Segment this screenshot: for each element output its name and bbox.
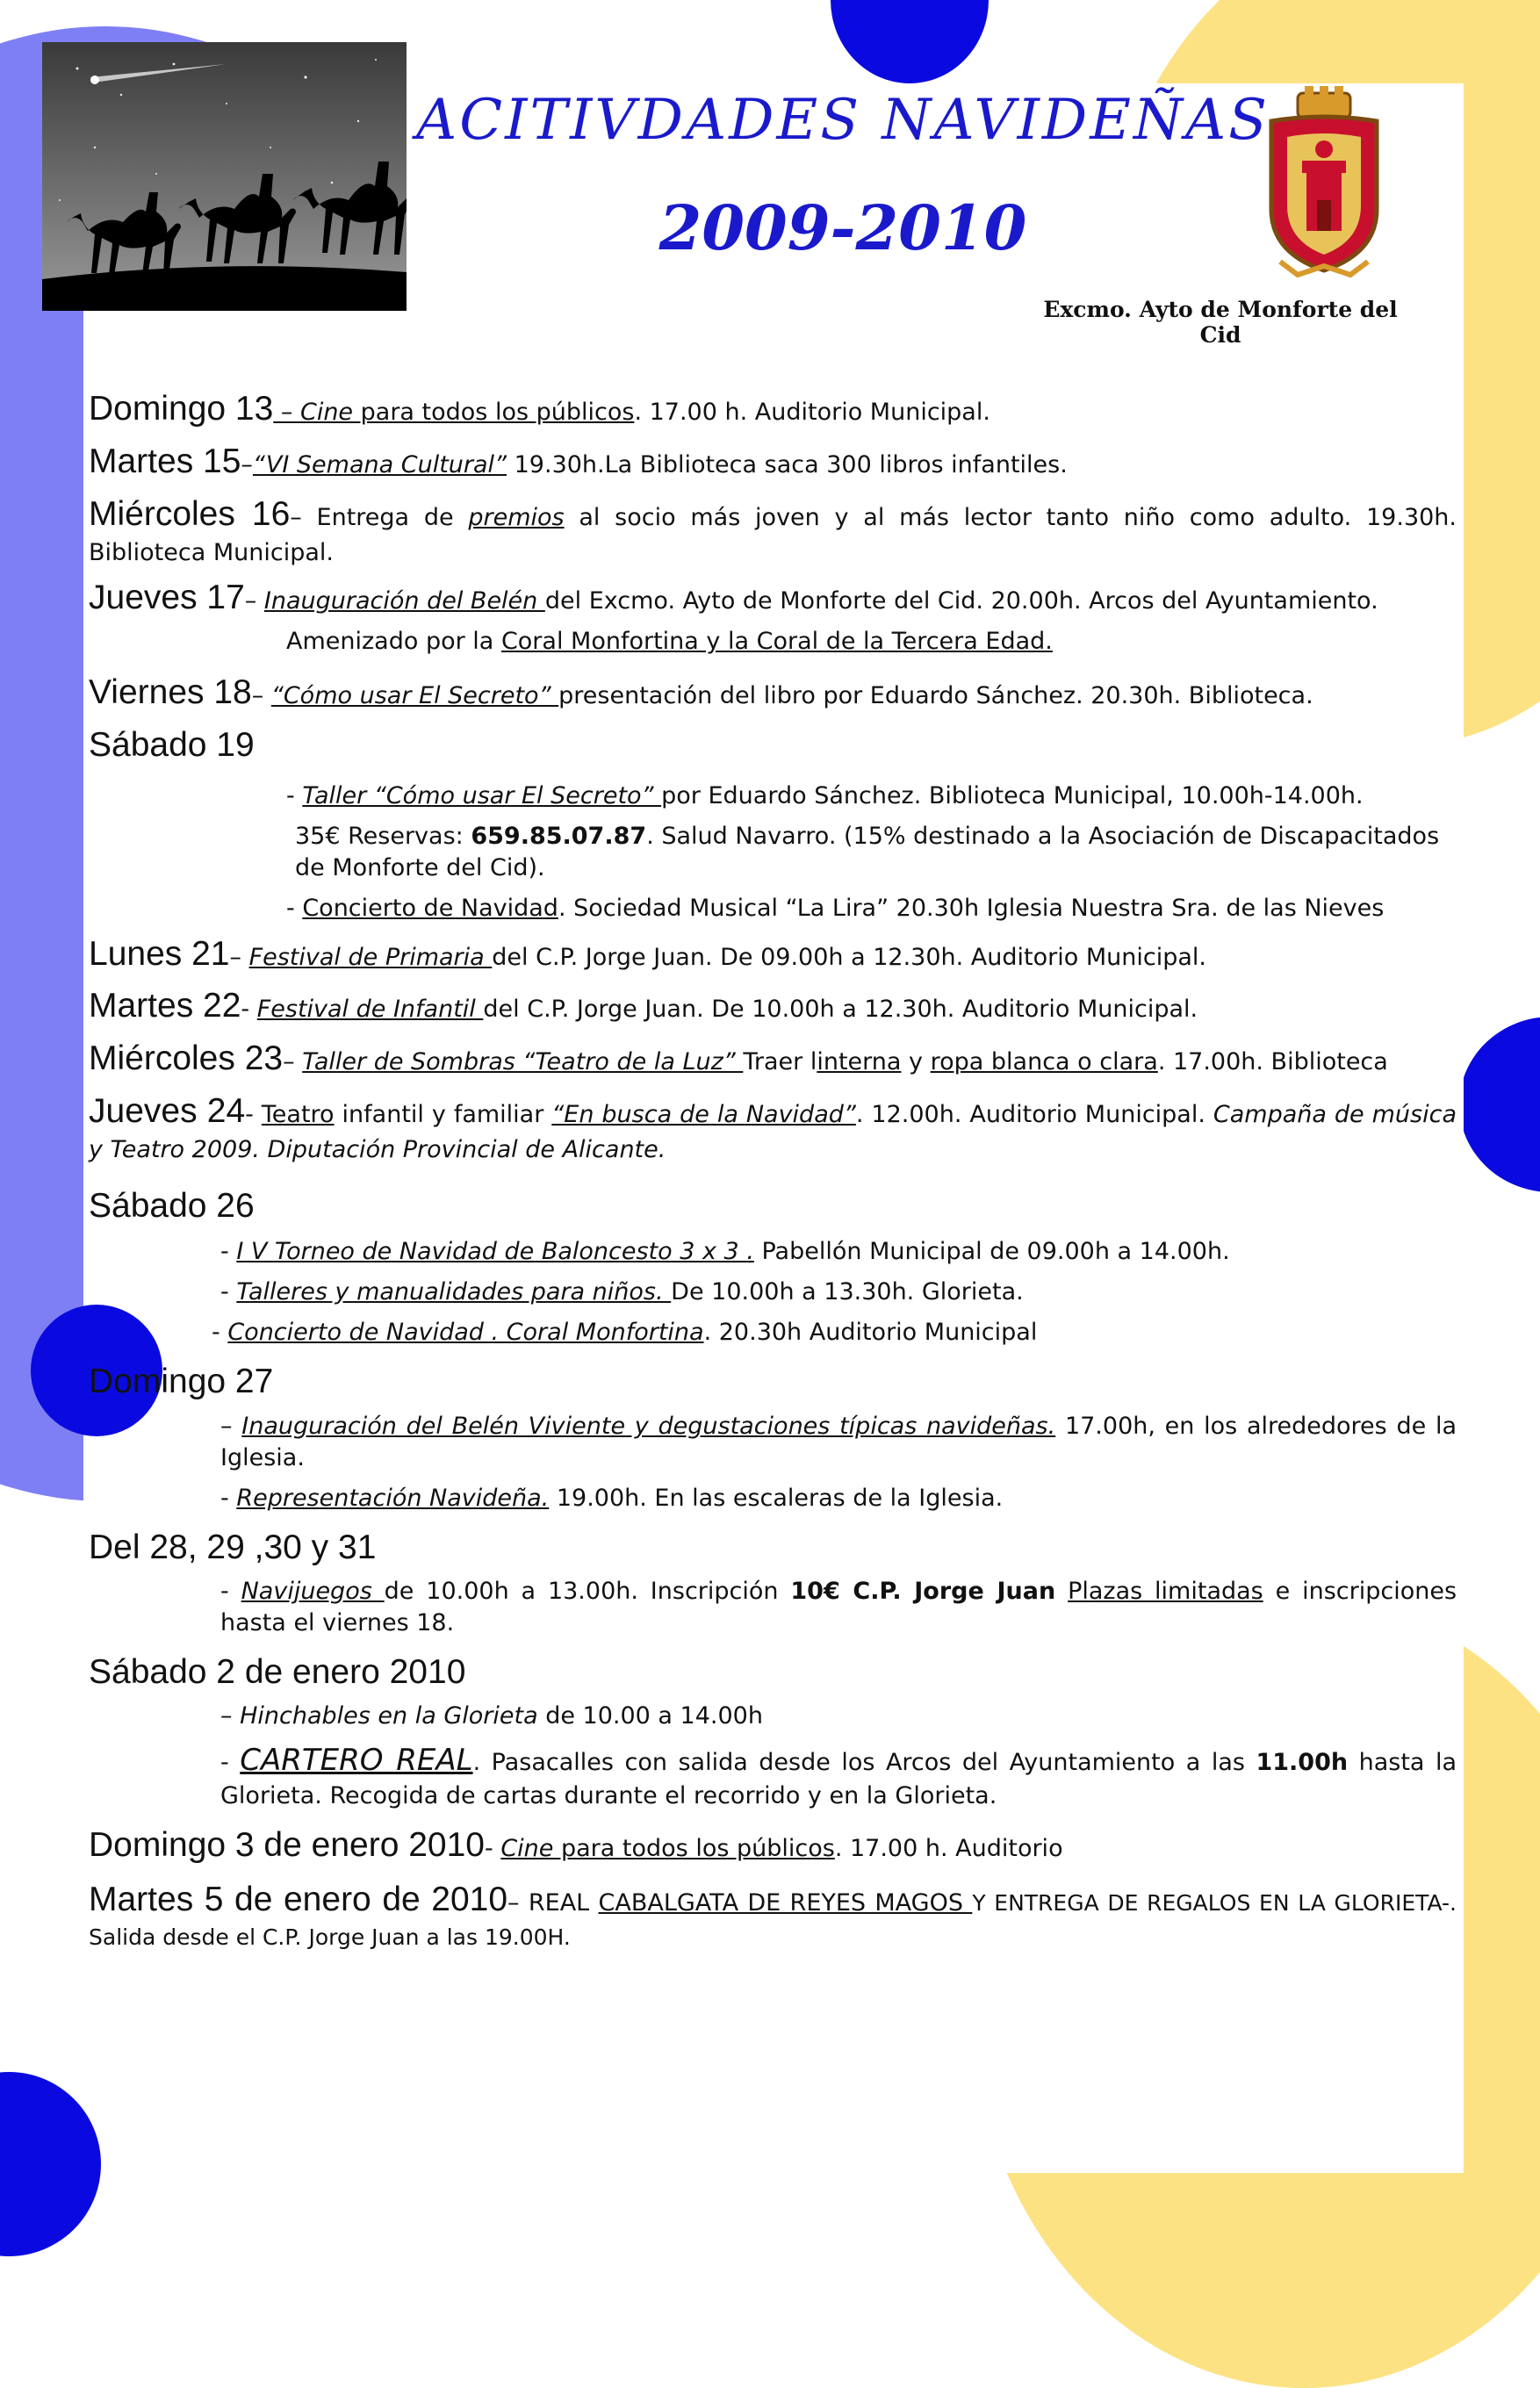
event-sabado-19-item [89,893,1457,924]
event-link-linterna[interactable]: interna [817,1048,902,1076]
event-details: – REAL [507,1888,599,1917]
decorative-blue-circle [831,0,989,83]
event-martes-5-enero [89,1877,1457,1954]
event-details: . 12.00h. Auditorio Municipal. [855,1101,1213,1129]
event-details: Traer l [743,1048,817,1076]
event-bullet: – [220,1701,241,1730]
three-kings-camels-silhouette-icon [42,42,407,311]
event-bullet: - [220,1485,237,1513]
event-link-torneo[interactable]: I V Torneo de Navidad de Baloncesto 3 x 3 . [236,1237,754,1265]
event-day: Miércoles 23 [89,1039,284,1078]
event-day: Viernes 18 [89,673,252,712]
event-jueves-17 [89,575,1457,621]
event-bullet: - [220,1748,241,1776]
event-details [1055,1578,1068,1605]
event-link-coral[interactable]: Coral Monfortina y la Coral de la Tercera Edad. [500,628,1053,656]
event-link-talleres[interactable]: Talleres y manualidades para niños. [236,1277,672,1305]
event-link-navijuegos[interactable]: Navijuegos [241,1577,385,1605]
event-details: al socio más joven y al más lector tanto niño como adulto. 19.30h. Biblioteca Municipal. [89,503,1457,566]
event-details: infantil y familiar [334,1101,552,1129]
event-sabado-26-item [89,1277,1457,1308]
event-details: de 10.00h a 13.00h. Inscripción [384,1577,791,1605]
event-bullet: - [286,894,303,922]
event-link-cartero-real[interactable]: CARTERO REAL [240,1742,473,1778]
event-sabado-26-item [89,1317,1457,1349]
event-details: por Eduardo Sánchez. Biblioteca Municipal, 10.00h-14.00h. [661,781,1364,809]
event-link-concierto[interactable]: Concierto de Navidad [302,894,558,922]
event-del-28-31 [89,1525,1457,1571]
event-day: Domingo 13 [89,390,274,428]
author-organization: Excmo. Ayto de Monforte del Cid [1043,297,1398,348]
page-subtitle-years: 2009-2010 [658,191,1027,264]
event-link-cine[interactable]: – Cine [273,399,354,426]
event-details: – Entrega de [290,503,469,531]
event-link-cabalgata[interactable]: CABALGATA DE REYES MAGOS [598,1888,973,1917]
event-details: 35€ Reservas: [295,822,471,850]
event-details: presentación del libro por Eduardo Sánchez. 20.30h. Biblioteca. [558,682,1313,710]
event-link-festival-primaria[interactable]: Festival de Primaria [248,943,493,971]
event-separator: – [241,450,253,478]
event-link-publicos[interactable]: para todos los públicos [353,399,635,426]
event-link-ropa[interactable]: ropa blanca o clara [930,1048,1158,1076]
event-sabado-19-item [89,821,1457,884]
event-separator: - [241,996,257,1024]
event-day: Martes 22 [89,987,241,1025]
event-miercoles-16 [89,492,1457,569]
event-link-semana-cultural[interactable]: “VI Semana Cultural” [252,450,507,478]
event-domingo-27-item [89,1483,1457,1514]
event-day: Jueves 24 [89,1092,246,1131]
event-viernes-18 [89,670,1457,716]
event-martes-22 [89,983,1457,1029]
event-details: De 10.00h a 13.30h. Glorieta. [671,1277,1024,1305]
event-separator: - [245,1101,262,1129]
event-separator: – [251,682,271,710]
event-bullet: - [220,1277,237,1305]
event-details: del C.P. Jorge Juan. De 10.00h a 12.30h. Auditorio Municipal. [483,996,1198,1024]
event-day: Domingo 27 [89,1362,274,1400]
event-price: 10€ C.P. Jorge Juan [790,1577,1056,1605]
event-separator: – [244,587,264,615]
event-details: . 17.00 h. Auditorio [834,1834,1063,1862]
event-sabado-2-enero-item [89,1741,1457,1812]
event-martes-15 [89,439,1457,485]
event-domingo-13 [89,386,1457,432]
event-details: . Salud Navarro. (15% destinado a la Asociación de Discapacitados de Monforte del Cid). [295,822,1440,881]
event-sabado-26-item [89,1236,1457,1268]
event-link-el-secreto[interactable]: “Cómo usar El Secreto” [270,682,559,710]
event-link-busca-navidad[interactable]: “En busca de la Navidad” [551,1101,856,1129]
event-jueves-24 [89,1089,1457,1166]
event-time: 11.00h [1256,1748,1349,1776]
event-bullet: - [220,1237,237,1265]
event-link-taller-sombras[interactable]: Taller de Sombras “Teatro de la Luz” [302,1048,744,1076]
event-separator: – [229,943,249,971]
event-details: . Pasacalles con salida desde los Arcos del Ayuntamiento a las [472,1748,1256,1776]
event-link-plazas[interactable]: Plazas limitadas [1068,1577,1263,1605]
event-lunes-21 [89,931,1457,977]
event-day: Martes 15 [89,442,241,480]
event-day: Domingo 3 de enero 2010 [89,1825,485,1864]
event-link-belen[interactable]: Inauguración del Belén [263,587,545,615]
event-del-28-31-item [89,1576,1457,1639]
event-day: Sábado 26 [89,1186,255,1225]
event-details: 19.00h. En las escaleras de la Iglesia. [549,1485,1004,1513]
event-link-taller-secreto[interactable]: Taller “Cómo usar El Secreto” [302,781,662,809]
event-link-festival-infantil[interactable]: Festival de Infantil [256,996,484,1024]
event-day: Sábado 2 de enero 2010 [89,1652,466,1691]
event-link-cine-enero[interactable]: Cine [500,1834,554,1862]
event-day: Martes 5 de enero de 2010 [89,1880,508,1918]
event-separator: – [283,1048,303,1076]
event-details: 19.30h.La Biblioteca saca 300 libros infantiles. [507,450,1068,478]
event-sabado-2-enero-item [89,1701,1457,1732]
decorative-blue-circle [1459,1017,1540,1192]
event-day: Miércoles 16 [89,494,291,533]
event-details: . 17.00h. Biblioteca [1157,1048,1388,1076]
event-details: Amenizado por la [286,628,501,656]
event-details: Pabellón Municipal de 09.00h a 14.00h. [753,1237,1230,1265]
event-details: . 17.00 h. Auditorio Municipal. [634,399,990,426]
event-details: Hinchables en la Glorieta [240,1701,538,1730]
event-bullet: – [220,1413,242,1441]
event-details: y [901,1048,931,1076]
event-link-representacion[interactable]: Representación Navideña. [236,1485,550,1513]
event-bullet: - [286,781,303,809]
event-day: Lunes 21 [89,934,230,973]
events-list [89,386,1457,1953]
event-details: 17.00h, en los alrededores de la Iglesia. [220,1413,1457,1472]
event-bullet: - [212,1318,228,1346]
event-sabado-2-enero [89,1650,1457,1695]
event-link-teatro[interactable]: Teatro [261,1101,335,1129]
event-details: hasta la Glorieta. Recogida de cartas durante el recorrido y en la Glorieta. [220,1748,1457,1809]
event-link-premios[interactable]: premios [468,503,565,531]
event-details: Y ENTREGA DE REGALOS EN LA GLORIETA-. Salida desde el C.P. Jorge Juan a las 19.00H. [89,1889,1457,1951]
event-details: . Sociedad Musical “La Lira” 20.30h Iglesia Nuestra Sra. de las Nieves [558,894,1385,922]
event-link-publicos-enero[interactable]: para todos los públicos [553,1834,835,1862]
event-sabado-19-item [89,780,1457,812]
event-phone: 659.85.07.87 [471,822,647,850]
event-day: Del 28, 29 ,30 y 31 [89,1528,377,1567]
event-day: Sábado 19 [89,726,255,765]
event-details: Campaña de música y Teatro 2009. Diputación Provincial de Alicante. [89,1101,1457,1164]
event-details: e inscripciones hasta el viernes 18. [220,1577,1457,1636]
event-details: del Excmo. Ayto de Monforte del Cid. 20.00h. Arcos del Ayuntamiento. [544,587,1378,615]
page-title: ACITIVDADES NAVIDEÑAS [415,88,1270,153]
event-sabado-19 [89,723,1457,768]
event-domingo-27-item [89,1411,1457,1474]
event-sabado-26 [89,1183,1457,1229]
coat-of-arms-icon [1263,86,1385,284]
event-domingo-27 [89,1359,1457,1405]
event-details: de 10.00 a 14.00h [537,1701,763,1730]
event-bullet: - [220,1577,241,1605]
event-separator: - [485,1834,501,1862]
event-day: Jueves 17 [89,579,245,617]
event-details: del C.P. Jorge Juan. De 09.00h a 12.30h. Auditorio Municipal. [492,943,1206,971]
event-link-concierto-coral[interactable]: Concierto de Navidad . Coral Monfortina [227,1318,704,1346]
event-domingo-3-enero [89,1823,1457,1868]
event-miercoles-23 [89,1036,1457,1082]
event-link-belen-viviente[interactable]: Inauguración del Belén Viviente y degustaciones típicas navideñas. [241,1413,1056,1441]
event-jueves-17-sub [89,626,1457,658]
event-details: . 20.30h Auditorio Municipal [703,1318,1038,1346]
